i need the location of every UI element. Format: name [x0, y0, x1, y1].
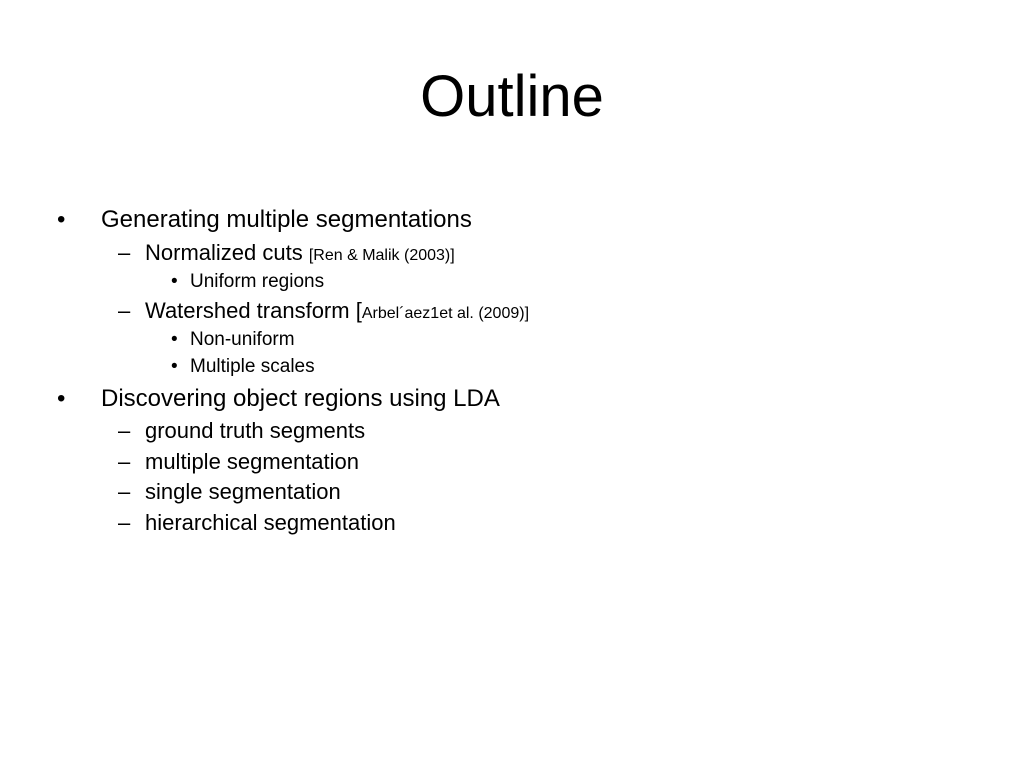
sub-bullet-text: multiple segmentation [145, 449, 360, 474]
bullet-marker: • [57, 206, 66, 233]
citation: [Ren & Malik (2003)] [308, 247, 455, 264]
bullet-marker: • [171, 271, 178, 292]
sub-bullet-label: Normalized cuts [145, 240, 309, 265]
bullet-marker: • [171, 356, 178, 377]
dash-marker: – [118, 418, 131, 443]
sub-sub-bullet-text: Uniform regions [190, 271, 325, 292]
sub-sub-bullet-text: Multiple scales [190, 356, 315, 377]
dash-marker: – [118, 449, 131, 474]
bullet-text: Generating multiple segmentations [101, 206, 472, 233]
sub-bullet-label: Watershed transform [ [145, 298, 362, 323]
bullet-marker: • [57, 385, 66, 412]
sub-bullet-text [145, 239, 455, 270]
dash-marker: – [118, 479, 131, 504]
sub-sub-bullet-text: Non-uniform [190, 329, 295, 350]
bullet-marker: • [171, 329, 178, 350]
dash-marker: – [118, 510, 131, 535]
citation: Arbel´aez1et al. (2009)] [361, 305, 530, 322]
bullet-text: Discovering object regions using LDA [101, 385, 500, 412]
slide-title: Outline [420, 64, 604, 129]
sub-bullet-text: single segmentation [145, 479, 341, 504]
sub-bullet-text: ground truth segments [145, 418, 366, 443]
dash-marker: – [118, 298, 131, 323]
dash-marker: – [118, 240, 131, 265]
sub-bullet-text: hierarchical segmentation [145, 510, 396, 535]
sub-bullet-text [145, 297, 529, 328]
